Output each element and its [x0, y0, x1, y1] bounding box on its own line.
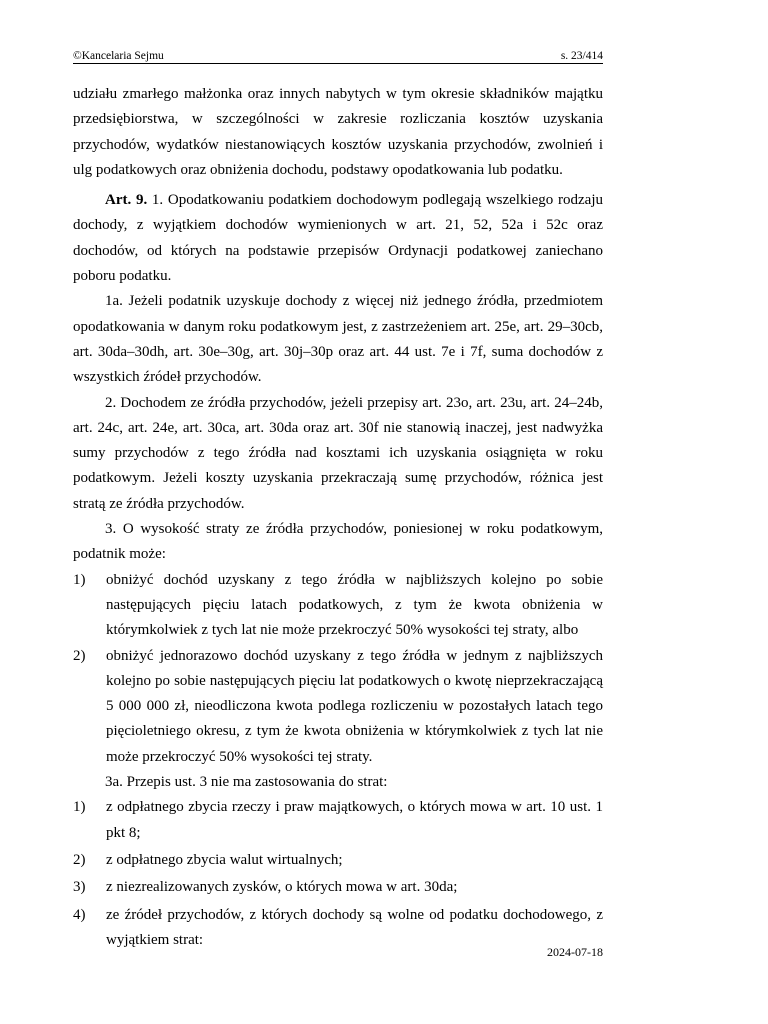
- paragraph-1a: 1a. Jeżeli podatnik uzyskuje dochody z więcej niż jednego źródła, przedmiotem opodatkowania w danym roku podatkowym jest, z zastrzeżeniem art. 25e, art. 29–30cb, art. 30da–30dh, art. 30e–30g, art. 30j–30p oraz art. 44 ust. 7e i 7f, suma dochodów z wszystkich źródeł przychodów.: [73, 293, 603, 386]
- intro-paragraph: udziału zmarłego małżonka oraz innych nabytych w tym okresie składników majątku przedsiębiorstwa, w szczególności w zakresie rozliczania kosztów uzyskania przychodów, wydatków niestanowiących kosztów uzyskania przychodów, zwolnień i ulg podatkowych oraz obniżenia dochodu, podstawy opodatkowania lub podatku.: [73, 86, 603, 178]
- page-footer-date: 2024-07-18: [547, 945, 603, 959]
- list-item: [73, 644, 603, 770]
- article-label: Art. 9.: [105, 192, 148, 209]
- list-item: [73, 848, 603, 873]
- list-item-text: z odpłatnego zbycia walut wirtualnych;: [106, 851, 343, 868]
- list-item-text: z niezrealizowanych zysków, o których mowa w art. 30da;: [106, 879, 458, 896]
- header-page-number: s. 23/414: [560, 50, 603, 62]
- document-body: [73, 82, 603, 953]
- list-item-number: 2): [73, 647, 86, 664]
- list-item-number: 1): [73, 571, 86, 588]
- list-item-text: obniżyć jednorazowo dochód uzyskany z tego źródła w jednym z najbliższych kolejno po sobie następujących pięciu lat podatkowych o kwotę nieprzekraczającą 5 000 000 zł, nieodliczona kwota podlega rozliczeniu w pozostałych latach tego pięcioletniego okresu, z tym że kwota obniżenia w którymkolwiek z tych lat nie może przekroczyć 50% wysokości tej straty.: [106, 647, 603, 765]
- document-page: [73, 0, 603, 1024]
- paragraph-3a: 3a. Przepis ust. 3 nie ma zastosowania do strat:: [105, 774, 388, 791]
- article-9-text: 1. Opodatkowaniu podatkiem dochodowym podlegają wszelkiego rodzaju dochody, z wyjątkiem dochodów wymienionych w art. 21, 52, 52a i 52c oraz dochodów, od których na podstawie przepisów Ordynacji podatkowej zaniechano poboru podatku.: [73, 192, 603, 285]
- paragraph-3: 3. O wysokość straty ze źródła przychodów, poniesionej w roku podatkowym, podatnik może:: [73, 521, 603, 563]
- list-item: [73, 903, 603, 954]
- list-item-number: 1): [73, 799, 86, 816]
- paragraph-2: 2. Dochodem ze źródła przychodów, jeżeli przepisy art. 23o, art. 23u, art. 24–24b, art. 24c, art. 24e, art. 30ca, art. 30da oraz art. 30f nie stanowią inaczej, jest nadwyżka sumy przychodów z tego źródła nad kosztami ich uzyskania osiągnięta w roku podatkowym. Jeżeli koszty uzyskania przekraczają sumę przychodów, różnica jest stratą ze źródła przychodów.: [73, 394, 603, 512]
- list-item-text: ze źródeł przychodów, z których dochody są wolne od podatku dochodowego, z wyjątkiem strat:: [106, 906, 603, 948]
- list-item: [73, 875, 603, 900]
- page-header: [73, 49, 603, 64]
- list-item-text: obniżyć dochód uzyskany z tego źródła w najbliższych kolejno po sobie następujących pięciu latach podatkowych, z tym że kwota obniżenia w którymkolwiek z tych lat nie może przekroczyć 50% wysokości tej straty, albo: [106, 571, 603, 639]
- list-item: [73, 795, 603, 846]
- list-item-number: 4): [73, 906, 86, 923]
- list-item: [73, 568, 603, 644]
- list-item-number: 3): [73, 879, 86, 896]
- article-9-paragraph-1: [73, 188, 603, 289]
- header-source: ©Kancelaria Sejmu: [73, 50, 164, 62]
- list-item-number: 2): [73, 851, 86, 868]
- list-item-text: z odpłatnego zbycia rzeczy i praw majątkowych, o których mowa w art. 10 ust. 1 pkt 8;: [106, 799, 603, 841]
